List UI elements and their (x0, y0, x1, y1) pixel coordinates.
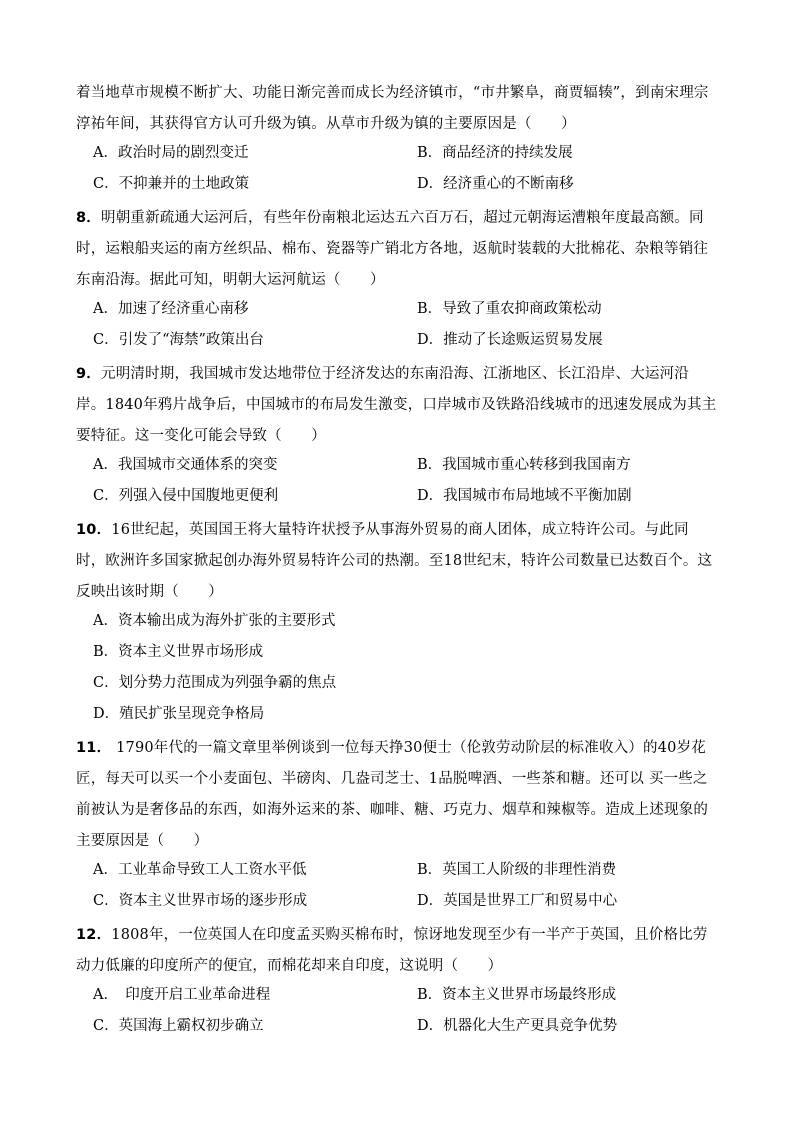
q9-option-a[interactable]: A．我国城市交通体系的突变 (93, 457, 278, 473)
question-12-stem (76, 920, 718, 982)
q7-option-b[interactable]: B．商品经济的持续发展 (417, 145, 573, 161)
q8-option-a[interactable]: A．加速了经济重心南移 (93, 301, 249, 317)
question-9-number: 9． (76, 366, 101, 382)
q11-option-b[interactable]: B．英国工人阶级的非理性消费 (417, 862, 617, 878)
q12-option-b[interactable]: B．资本主义世界市场最终形成 (417, 987, 617, 1003)
question-8-number: 8． (76, 210, 101, 226)
q10-option-d[interactable]: D．殖民扩张呈现竞争格局 (93, 706, 265, 722)
q9-option-d[interactable]: D．我国城市布局地域不平衡加剧 (417, 488, 632, 504)
question-8-stem (76, 203, 718, 296)
q11-option-a[interactable]: A．工业革命导致工人工资水平低 (93, 862, 307, 878)
q10-option-c[interactable]: C．划分势力范围成为列强争霸的焦点 (93, 675, 337, 691)
q7-option-d[interactable]: D．经济重心的不断南移 (417, 176, 574, 192)
question-11-number: 11． (76, 740, 112, 756)
q9-option-b[interactable]: B．我国城市重心转移到我国南方 (417, 457, 631, 473)
q12-option-c[interactable]: C．英国海上霸权初步确立 (93, 1018, 264, 1034)
q8-option-c[interactable]: C．引发了“海禁”政策出台 (93, 332, 264, 348)
question-9-stem-text: 元明清时期，我国城市发达地带位于经济发达的东南沿海、江浙地区、长江沿岸、大运河沿岸。1840年鸦片战争后，中国城市的布局发生激变，口岸城市及铁路沿线城市的迅速发展成为其主要特征。这一变化可能会导致（ ） (76, 366, 717, 444)
q12-option-a[interactable]: A． 印度开启工业革命进程 (93, 987, 271, 1003)
question-12-stem-text: 1808年，一位英国人在印度孟买购买棉布时，惊讶地发现至少有一半产于英国，且价格比劳动力低廉的印度所产的便宜，而棉花却来自印度，这说明（ ） (76, 927, 708, 974)
q7-option-c[interactable]: C．不抑兼并的土地政策 (93, 176, 250, 192)
question-9-stem (76, 359, 718, 452)
question-11-stem (76, 733, 718, 857)
q10-option-a[interactable]: A．资本输出成为海外扩张的主要形式 (93, 613, 336, 629)
q8-option-b[interactable]: B．导致了重农抑商政策松动 (417, 301, 602, 317)
question-10-number: 10． (76, 522, 112, 538)
question-7-stem-text: 着当地草市规模不断扩大、功能日渐完善而成长为经济镇市，“市井繁阜，商贾辐辏”，到南宋理宗淳祐年间，其获得官方认可升级为镇。从草市升级为镇的主要原因是（ ） (76, 85, 709, 132)
question-8-stem-text: 明朝重新疏通大运河后，有些年份南粮北运达五六百万石，超过元朝海运漕粮年度最高额。同时，运粮船夹运的南方丝织品、棉布、瓷器等广销北方各地，返航时装载的大批棉花、杂粮等销往东南沿海。据此可知，明朝大运河航运（ ） (76, 210, 709, 288)
question-10-stem (76, 515, 718, 608)
q8-option-d[interactable]: D．推动了长途贩运贸易发展 (417, 332, 603, 348)
q12-option-d[interactable]: D．机器化大生产更具竞争优势 (417, 1018, 618, 1034)
q11-option-d[interactable]: D．英国是世界工厂和贸易中心 (417, 893, 618, 909)
q7-option-a[interactable]: A．政治时局的剧烈变迁 (93, 145, 249, 161)
question-11-stem-text: 1790年代的一篇文章里举例谈到一位每天挣30便士（伦敦劳动阶层的标准收入）的40岁花匠，每天可以买一个小麦面包、半磅肉、几盎司芝士、1品脱啤酒、一些茶和糖。还可以 买一些之前被认为是奢侈品的东西，如海外运来的茶、咖啡、糖、巧克力、烟草和辣椒等。造成上述现象的主要原因是（ ） (76, 740, 709, 849)
q10-option-b[interactable]: B．资本主义世界市场形成 (93, 644, 264, 660)
question-7-stem (76, 78, 718, 140)
q9-option-c[interactable]: C．列强入侵中国腹地更便利 (93, 488, 279, 504)
question-12-number: 12． (76, 927, 112, 943)
question-10-stem-text: 16世纪起，英国国王将大量特许状授予从事海外贸易的商人团体，成立特许公司。与此同时，欧洲许多国家掀起创办海外贸易特许公司的热潮。至18世纪末，特许公司数量已达数百个。这反映出该时期（ ） (76, 522, 713, 600)
q11-option-c[interactable]: C．资本主义世界市场的逐步形成 (93, 893, 308, 909)
